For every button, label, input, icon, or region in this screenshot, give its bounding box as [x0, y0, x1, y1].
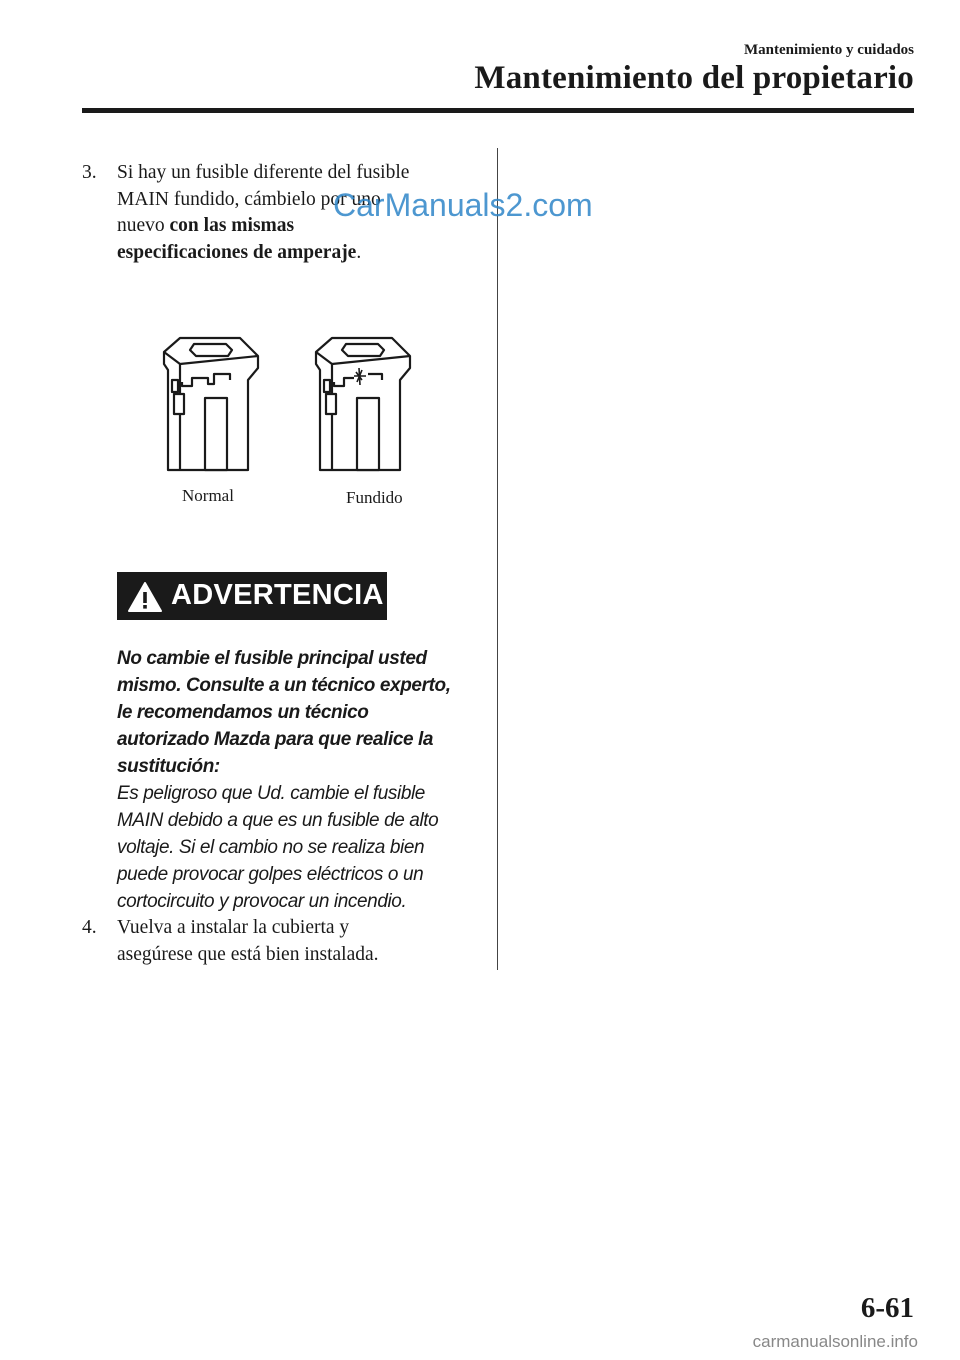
fuse-illustration: [150, 330, 430, 480]
watermark: CarManuals2.com: [333, 187, 593, 223]
step-number: 4.: [82, 917, 97, 938]
header-rule: [82, 108, 914, 113]
chapter-title: Mantenimiento del propietario: [474, 60, 914, 96]
warning-badge: [117, 572, 387, 620]
section-title: Mantenimiento y cuidados: [743, 42, 914, 58]
fuse-figure: [150, 330, 430, 530]
column-divider: [497, 148, 498, 970]
step-text: Vuelva a instalar la cubierta y asegúrese que está bien instalada.: [117, 917, 379, 965]
label-fundido: Fundido: [346, 488, 403, 507]
warning-icon: [127, 581, 163, 613]
warning-text: No cambie el fusible principal usted mismo. Consulte a un técnico experto, le recomendamos un técnico autorizado Mazda para que realice la sustitución: Es peligroso que Ud. cambie el fusible MAIN debido a que es un fusible de alto voltaje. Si el cambio no se realiza bien puede provocar golpes eléctricos o un cortocircuito y provocar un incendio.: [117, 648, 451, 912]
label-normal: Normal: [182, 486, 234, 505]
warning-label: ADVERTENCIA: [171, 579, 384, 611]
step-text: Si hay un fusible diferente del fusible MAIN fundido, cámbielo por uno nuevo con las mismas especificaciones de amperaje.: [117, 162, 410, 263]
blown-fuse-icon: [316, 338, 410, 470]
page-number: 6-61: [860, 1292, 914, 1324]
step-number: 3.: [82, 162, 97, 183]
footer-watermark: carmanualsonline.info: [752, 1332, 918, 1351]
normal-fuse-icon: [164, 338, 258, 470]
